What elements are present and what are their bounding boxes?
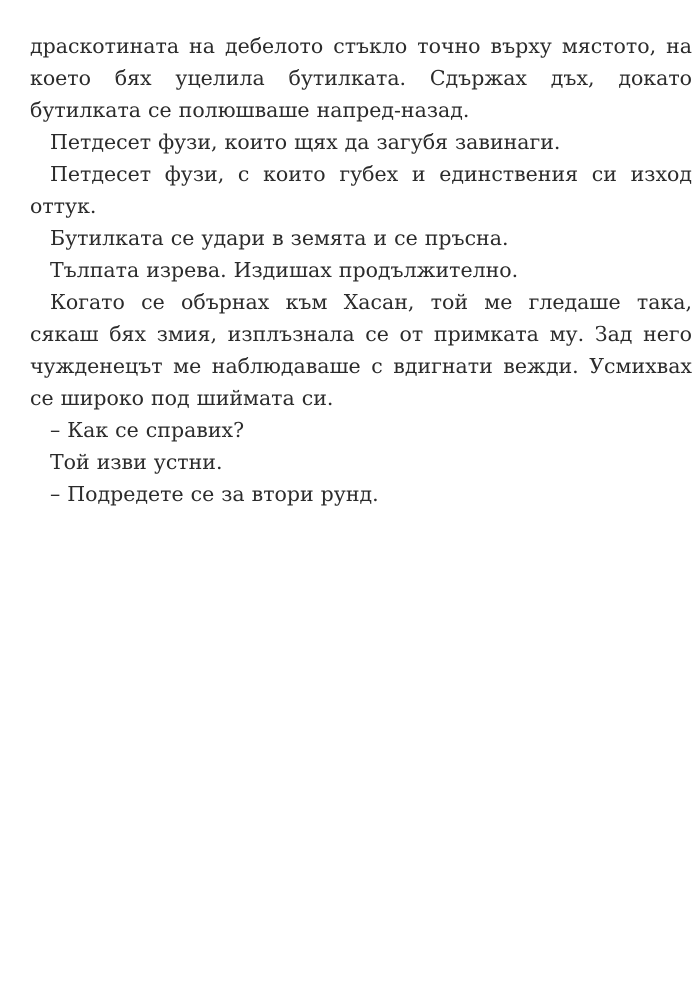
paragraph: Петдесет фузи, които щях да загубя завинаги.: [50, 130, 561, 154]
page-text: [30, 30, 692, 510]
paragraph: Бутилката се удари в земята и се пръсна.: [50, 226, 509, 250]
dialogue-line: – Подредете се за втори рунд.: [50, 482, 379, 506]
paragraph: Петдесет фузи, с които губех и единствения си изход оттук.: [30, 162, 692, 218]
paragraph-continuation: драскотината на дебелото стъкло точно върху мястото, на което бях уцелила бутилката. Сдържах дъх, докато бутилката се полюшваше напред-назад.: [30, 34, 692, 122]
paragraph: Той изви устни.: [50, 450, 223, 474]
paragraph: Тълпата изрева. Издишах продължително.: [50, 258, 519, 282]
paragraph: Когато се обърнах към Хасан, той ме гледаше така, сякаш бях змия, изплъзнала се от примката му. Зад него чужденецът ме наблюдаваше с вдигнати вежди. Усмихвах се широко под шиймата си.: [30, 290, 692, 410]
dialogue-line: – Как се справих?: [50, 418, 245, 442]
